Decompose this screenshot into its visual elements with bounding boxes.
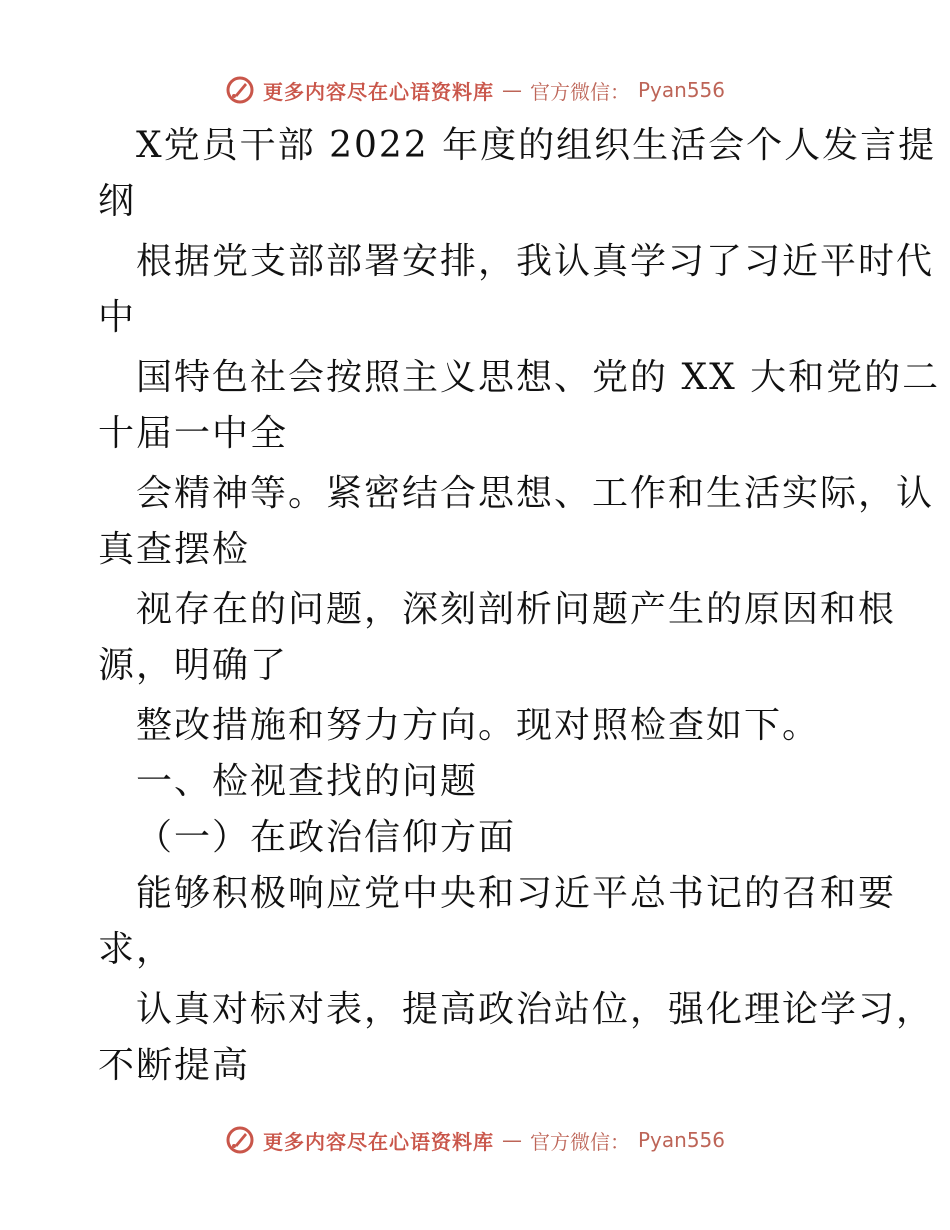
text-line: 求， bbox=[98, 929, 175, 970]
text-line: 能够积极响应党中央和习近平总书记的召和要 bbox=[136, 873, 897, 914]
text-line: 会精神等。紧密结合思想、工作和生活实际，认 bbox=[136, 473, 935, 514]
text-line: 根据党支部部署安排，我认真学习了习近平时代 bbox=[136, 241, 935, 282]
logo-icon bbox=[225, 1125, 255, 1155]
document-body bbox=[98, 118, 941, 1094]
watermark-text: 更多内容尽在心语资料库 bbox=[262, 1129, 494, 1154]
text-line: 不断提高 bbox=[98, 1045, 251, 1086]
subsection-heading: （一）在政治信仰方面 bbox=[136, 817, 517, 858]
text-line: 国特色社会按照主义思想、党的 XX 大和党的二 bbox=[136, 357, 941, 398]
text-line: 认真对标对表，提高政治站位，强化理论学习， bbox=[136, 989, 935, 1030]
watermark-dash: — bbox=[501, 78, 522, 102]
watermark-dash: — bbox=[501, 1128, 522, 1152]
logo-icon bbox=[225, 75, 255, 105]
text-line: 十届一中全 bbox=[98, 413, 289, 454]
text-line: 整改措施和努力方向。现对照检查如下。 bbox=[136, 705, 821, 746]
watermark-official: 官方微信： bbox=[529, 79, 630, 104]
watermark-official: 官方微信： bbox=[529, 1129, 630, 1154]
text-line: X党员干部 2022 年度的组织生活会个人发言提 bbox=[136, 125, 937, 166]
section-heading: 一、检视查找的问题 bbox=[136, 761, 479, 802]
text-line: 纲 bbox=[98, 181, 137, 222]
watermark-footer bbox=[0, 1120, 950, 1160]
text-line: 源，明确了 bbox=[98, 645, 289, 686]
text-line: 视存在的问题，深刻剖析问题产生的原因和根 bbox=[136, 589, 897, 630]
text-line: 真查摆检 bbox=[98, 529, 251, 570]
text-line: 中 bbox=[98, 297, 137, 338]
watermark-header bbox=[0, 70, 950, 110]
watermark-id: Pyan556 bbox=[637, 78, 725, 102]
watermark-text: 更多内容尽在心语资料库 bbox=[262, 79, 494, 104]
watermark-id: Pyan556 bbox=[637, 1128, 725, 1152]
